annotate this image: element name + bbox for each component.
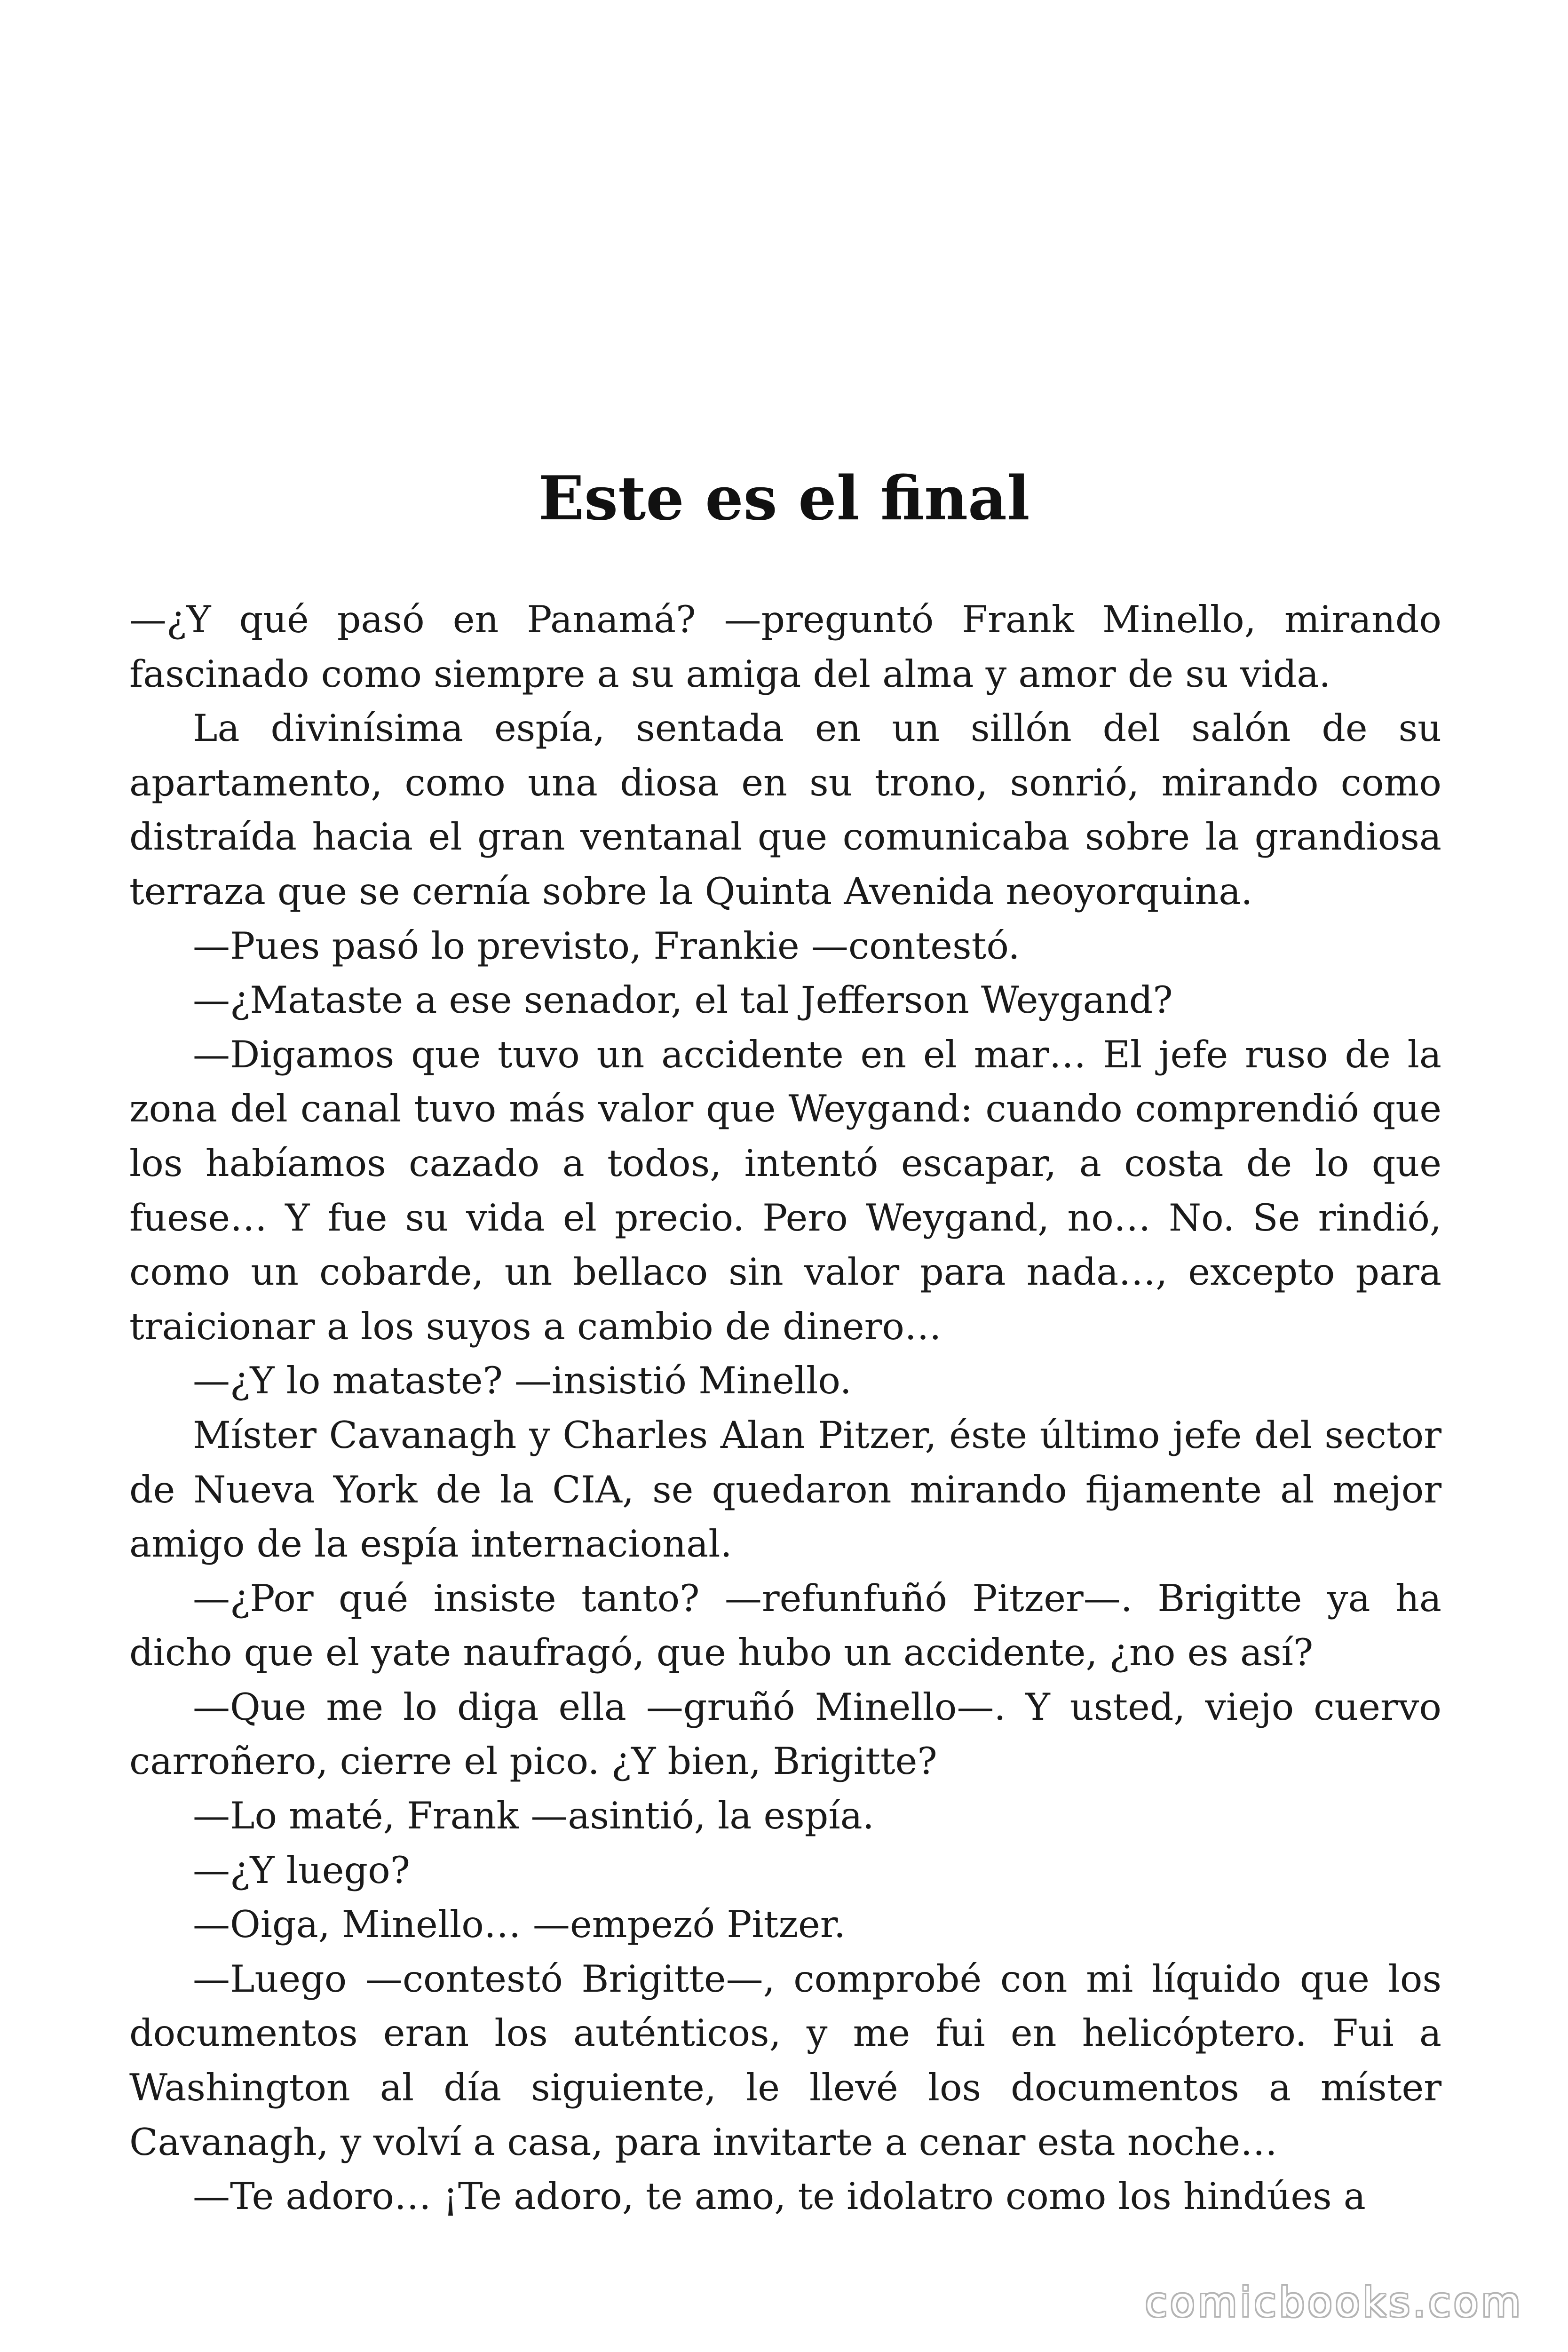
paragraph: —Lo maté, Frank —asintió, la espía.	[193, 1794, 874, 1838]
paragraph: —¿Y lo mataste? —insistió Minello.	[193, 1359, 852, 1403]
paragraph: La divinísima espía, sentada en un sillón del salón de su apartamento, como una diosa en su trono, sonrió, mirando como distraída hacia el gran ventanal que comunicaba sobre la grandiosa terraza que se cernía sobre la Quinta Avenida neoyorquina.	[129, 707, 1441, 913]
chapter-title: Este es el final	[538, 463, 1030, 534]
watermark: comicbooks.com	[1145, 2279, 1523, 2326]
paragraph: Míster Cavanagh y Charles Alan Pitzer, éste último jefe del sector de Nueva York de la CIA, se quedaron mirando fijamente al mejor amigo de la espía internacional.	[129, 1413, 1441, 1566]
paragraph: —Pues pasó lo previsto, Frankie —contestó.	[193, 924, 1020, 968]
paragraph: —Oiga, Minello… —empezó Pitzer.	[193, 1903, 846, 1947]
paragraph: —¿Y luego?	[193, 1848, 411, 1892]
paragraph: —¿Y qué pasó en Panamá? —preguntó Frank Minello, mirando fascinado como siempre a su amiga del alma y amor de su vida.	[129, 598, 1441, 696]
paragraph: —Te adoro… ¡Te adoro, te amo, te idolatro como los hindúes a	[193, 2175, 1366, 2218]
paragraph: —Luego —contestó Brigitte—, comprobé con mi líquido que los documentos eran los auténticos, y me fui en helicóptero. Fui a Washington al día siguiente, le llevé los documentos a míster Cavanagh, y volví a casa, para invitarte a cenar esta noche…	[129, 1957, 1441, 2164]
paragraph: —¿Mataste a ese senador, el tal Jefferson Weygand?	[193, 978, 1173, 1022]
body-text	[129, 593, 1441, 2224]
paragraph: —¿Por qué insiste tanto? —refunfuñó Pitzer—. Brigitte ya ha dicho que el yate naufragó, que hubo un accidente, ¿no es así?	[129, 1576, 1441, 1675]
paragraph: —Que me lo diga ella —gruñó Minello—. Y usted, viejo cuervo carroñero, cierre el pico. ¿Y bien, Brigitte?	[129, 1685, 1441, 1783]
paragraph: —Digamos que tuvo un accidente en el mar… El jefe ruso de la zona del canal tuvo más valor que Weygand: cuando comprendió que los habíamos cazado a todos, intentó escapar, a costa de lo que fuese… Y fue su vida el precio. Pero Weygand, no… No. Se rindió, como un cobarde, un bellaco sin valor para nada…, excepto para traicionar a los suyos a cambio de dinero…	[129, 1033, 1441, 1348]
